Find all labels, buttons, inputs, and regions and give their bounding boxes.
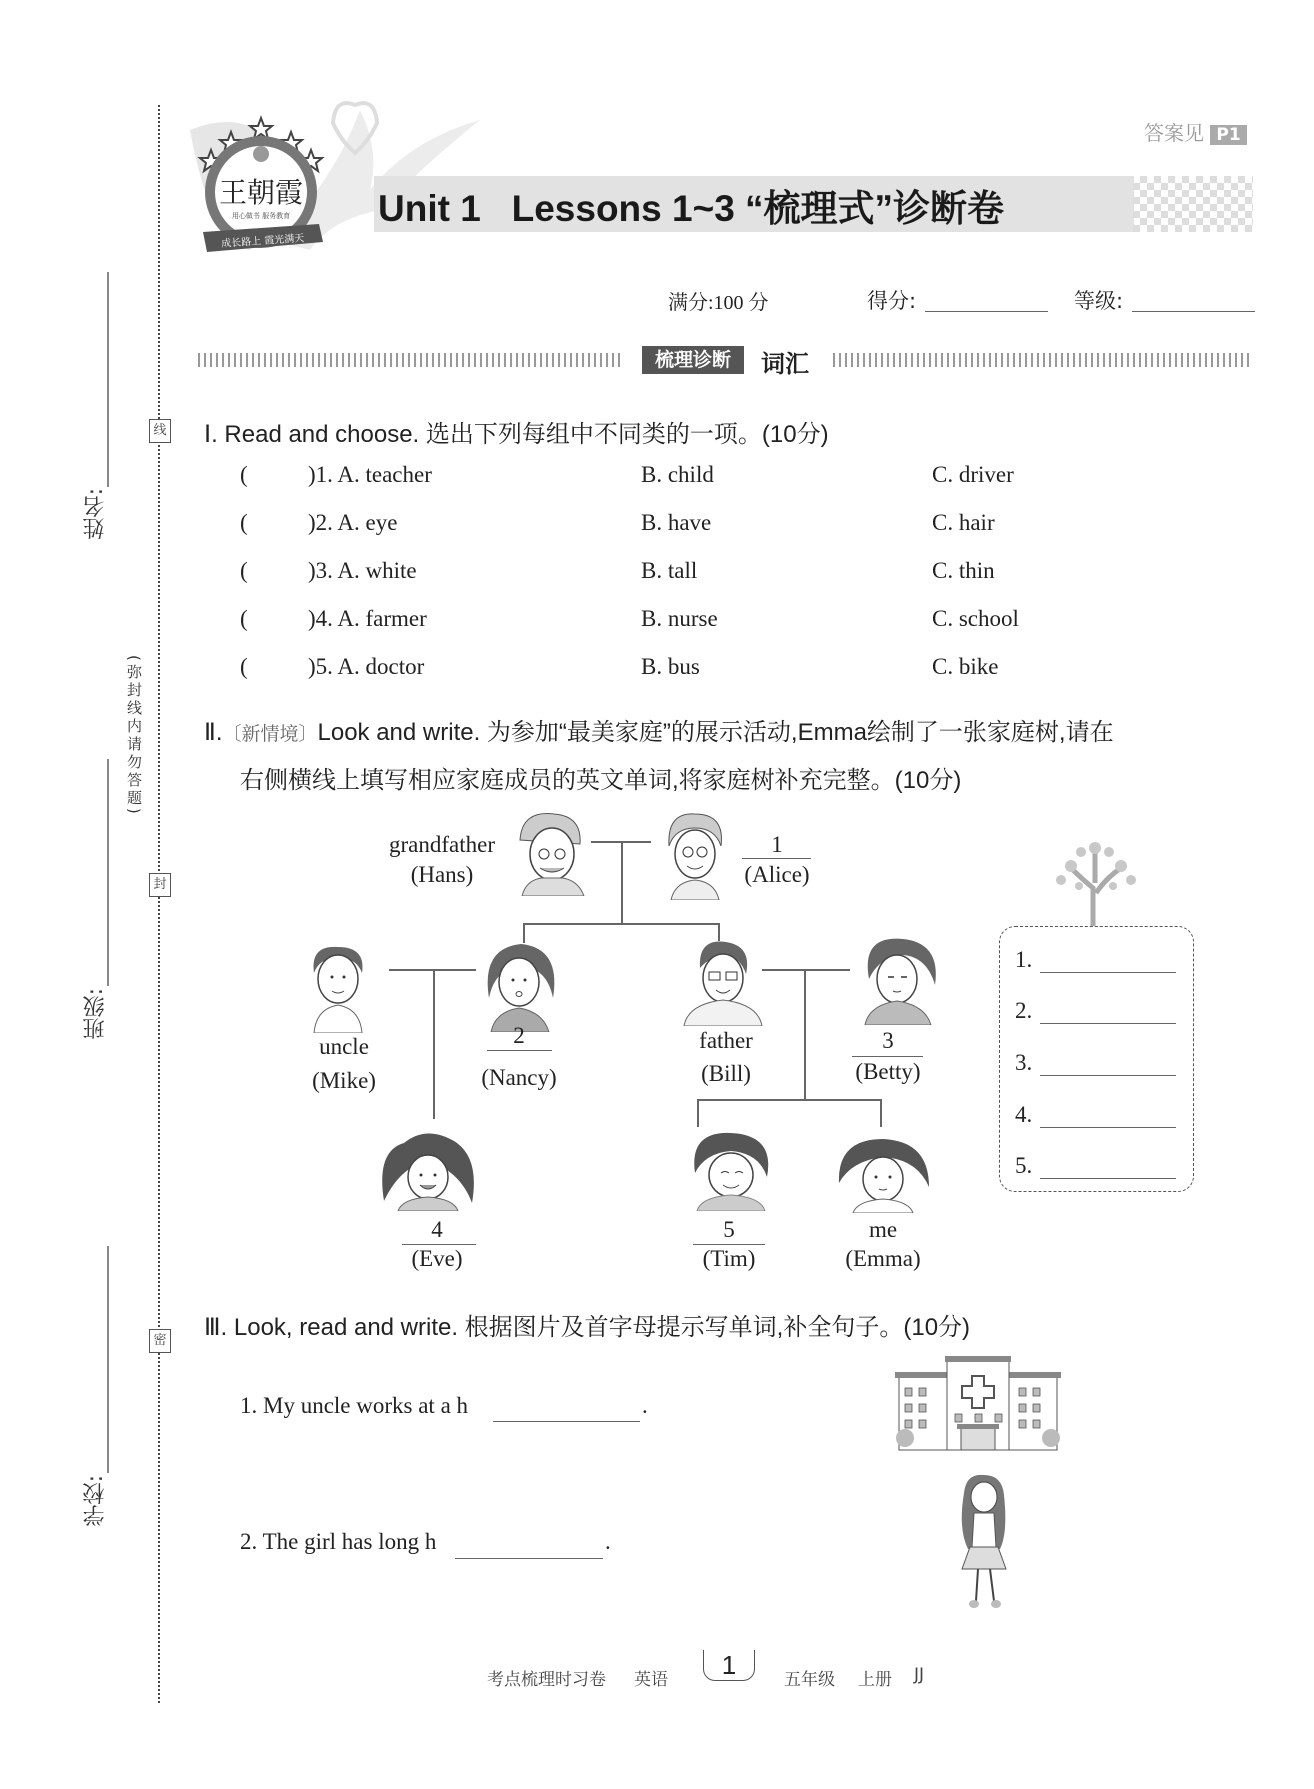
binding-dotted-line	[158, 105, 160, 1703]
answer-number: 2.	[1015, 998, 1033, 1023]
father-portrait	[680, 938, 766, 1026]
blank-1-number: 1	[771, 832, 783, 857]
option-a: )3. A. white	[308, 558, 417, 583]
answer-field-3[interactable]	[1040, 1075, 1176, 1076]
part3-heading: Ⅲ. Look, read and write. 根据图片及首字母提示写单词,补全句子。(10分)	[204, 1314, 971, 1341]
answer-field-1[interactable]	[1040, 972, 1176, 973]
part3-question-1: 1. My uncle works at a h	[240, 1393, 469, 1418]
class-label: 班级:	[83, 988, 108, 1040]
grandfather-role: grandfather	[389, 832, 495, 857]
option-a: )5. A. doctor	[308, 654, 425, 679]
blank-4-number: 4	[431, 1217, 443, 1242]
page-number: 1	[703, 1650, 755, 1681]
divider-hatch-left	[198, 353, 623, 367]
title-checker-pattern	[1133, 176, 1253, 232]
footer-volume: 上册	[858, 1670, 892, 1690]
answer-number: 3.	[1015, 1050, 1033, 1075]
me-role: me	[868, 1217, 898, 1242]
answer-number: 4.	[1015, 1102, 1033, 1127]
betty-name: (Betty)	[855, 1059, 921, 1084]
brand-logo	[195, 112, 327, 262]
period: .	[605, 1529, 611, 1554]
full-score: 满分:100 分	[668, 292, 769, 314]
blank-4-line	[402, 1244, 476, 1245]
emma-portrait	[833, 1133, 935, 1213]
school-label: 学校:	[83, 1475, 108, 1527]
option-c: C. bike	[932, 654, 999, 679]
section-tag: 梳理诊断	[642, 346, 744, 374]
answer-paren[interactable]: (	[240, 462, 248, 487]
footer-edition: JJ	[914, 1665, 925, 1685]
option-b: B. bus	[641, 654, 700, 679]
answer-field-4[interactable]	[1040, 1127, 1176, 1128]
answer-page-badge: P1	[1210, 125, 1246, 145]
part1-heading: Ⅰ. Read and choose. 选出下列每组中不同类的一项。(10分)	[204, 421, 829, 448]
answer-paren[interactable]: (	[240, 510, 248, 535]
girl-long-hair-illustration	[950, 1473, 1016, 1611]
grandmother-portrait	[663, 810, 727, 900]
option-c: C. school	[932, 606, 1019, 631]
school-field-line[interactable]	[107, 1246, 109, 1473]
answer-number: 1.	[1015, 947, 1033, 972]
option-a: )1. A. teacher	[308, 462, 432, 487]
tim-portrait	[685, 1127, 777, 1211]
answer-reference	[1144, 117, 1247, 146]
blank-5-number: 5	[723, 1217, 735, 1242]
father-role: father	[699, 1028, 753, 1053]
page-title: Unit 1 Lessons 1~3 “梳理式”诊断卷	[378, 188, 1005, 229]
grandfather-portrait	[512, 810, 592, 896]
nancy-portrait	[481, 938, 561, 1032]
option-b: B. have	[641, 510, 712, 535]
seal-mark-secret: 密	[149, 1329, 171, 1353]
answer-paren[interactable]: (	[240, 558, 248, 583]
option-c: C. thin	[932, 558, 995, 583]
class-field-line[interactable]	[107, 759, 109, 986]
betty-portrait	[855, 935, 941, 1025]
part3-question-2: 2. The girl has long h	[240, 1529, 437, 1554]
svg-text:用心做书 服务教育: 用心做书 服务教育	[231, 212, 291, 220]
svg-text:王朝霞: 王朝霞	[218, 176, 304, 209]
emma-name: (Emma)	[845, 1246, 921, 1271]
option-c: C. hair	[932, 510, 995, 535]
answer-ref-label: 答案见	[1144, 121, 1204, 145]
nancy-name: (Nancy)	[481, 1065, 557, 1090]
period: .	[642, 1393, 648, 1418]
option-b: B. tall	[641, 558, 698, 583]
blank-5-line	[693, 1244, 765, 1245]
bill-name: (Bill)	[701, 1061, 751, 1086]
grandfather-name: (Hans)	[410, 862, 474, 887]
seal-mark-seal: 封	[149, 873, 171, 897]
answer-field-5[interactable]	[1040, 1178, 1176, 1179]
blank-2-number: 2	[513, 1023, 525, 1048]
part3-answer-2[interactable]	[455, 1558, 603, 1559]
blank-2-line	[487, 1050, 552, 1051]
part2-instruction-line2: 右侧横线上填写相应家庭成员的英文单词,将家庭树补充完整。(10分)	[240, 767, 962, 794]
option-b: B. nurse	[641, 606, 718, 631]
option-c: C. driver	[932, 462, 1014, 487]
name-field-line[interactable]	[107, 272, 109, 487]
name-label: 姓名:	[83, 488, 108, 540]
score-field[interactable]	[925, 311, 1048, 312]
eve-portrait	[380, 1131, 476, 1211]
seal-notice: (弥封线内请勿答题)	[125, 655, 143, 817]
grade-field[interactable]	[1132, 311, 1255, 312]
answer-field-2[interactable]	[1040, 1023, 1176, 1024]
answer-paren[interactable]: (	[240, 606, 248, 631]
uncle-portrait	[308, 943, 368, 1033]
part2-heading	[204, 712, 1114, 747]
tree-icon	[1051, 838, 1141, 926]
footer-subject: 英语	[634, 1670, 668, 1690]
divider-hatch-right	[833, 353, 1253, 367]
eve-name: (Eve)	[411, 1246, 463, 1271]
footer-series: 考点梳理时习卷	[487, 1670, 606, 1690]
blank-3-number: 3	[882, 1028, 894, 1053]
svg-text:成长路上 霞光满天: 成长路上 霞光满天	[220, 233, 305, 250]
option-a: )2. A. eye	[308, 510, 398, 535]
option-a: )4. A. farmer	[308, 606, 427, 631]
tim-name: (Tim)	[702, 1246, 756, 1271]
blank-1-line	[742, 858, 811, 859]
hospital-illustration	[895, 1354, 1061, 1458]
mike-name: (Mike)	[312, 1068, 376, 1093]
part2-instruction-line1: Look and write. 为参加“最美家庭”的展示活动,Emma绘制了一张家庭树,请在	[317, 719, 1114, 746]
new-context-tag: 〔新情境〕	[222, 724, 318, 745]
score-label: 得分:	[867, 289, 917, 313]
option-b: B. child	[641, 462, 714, 487]
footer-grade: 五年级	[784, 1670, 835, 1690]
alice-name: (Alice)	[744, 862, 810, 887]
uncle-role: uncle	[319, 1034, 369, 1059]
answer-paren[interactable]: (	[240, 654, 248, 679]
blank-3-line	[852, 1056, 923, 1057]
grade-label: 等级:	[1074, 289, 1124, 313]
section-name: 词汇	[761, 350, 809, 378]
seal-mark-line: 线	[149, 419, 171, 443]
answer-number: 5.	[1015, 1153, 1033, 1178]
part2-number: Ⅱ.	[204, 719, 223, 746]
part3-answer-1[interactable]	[493, 1421, 640, 1422]
